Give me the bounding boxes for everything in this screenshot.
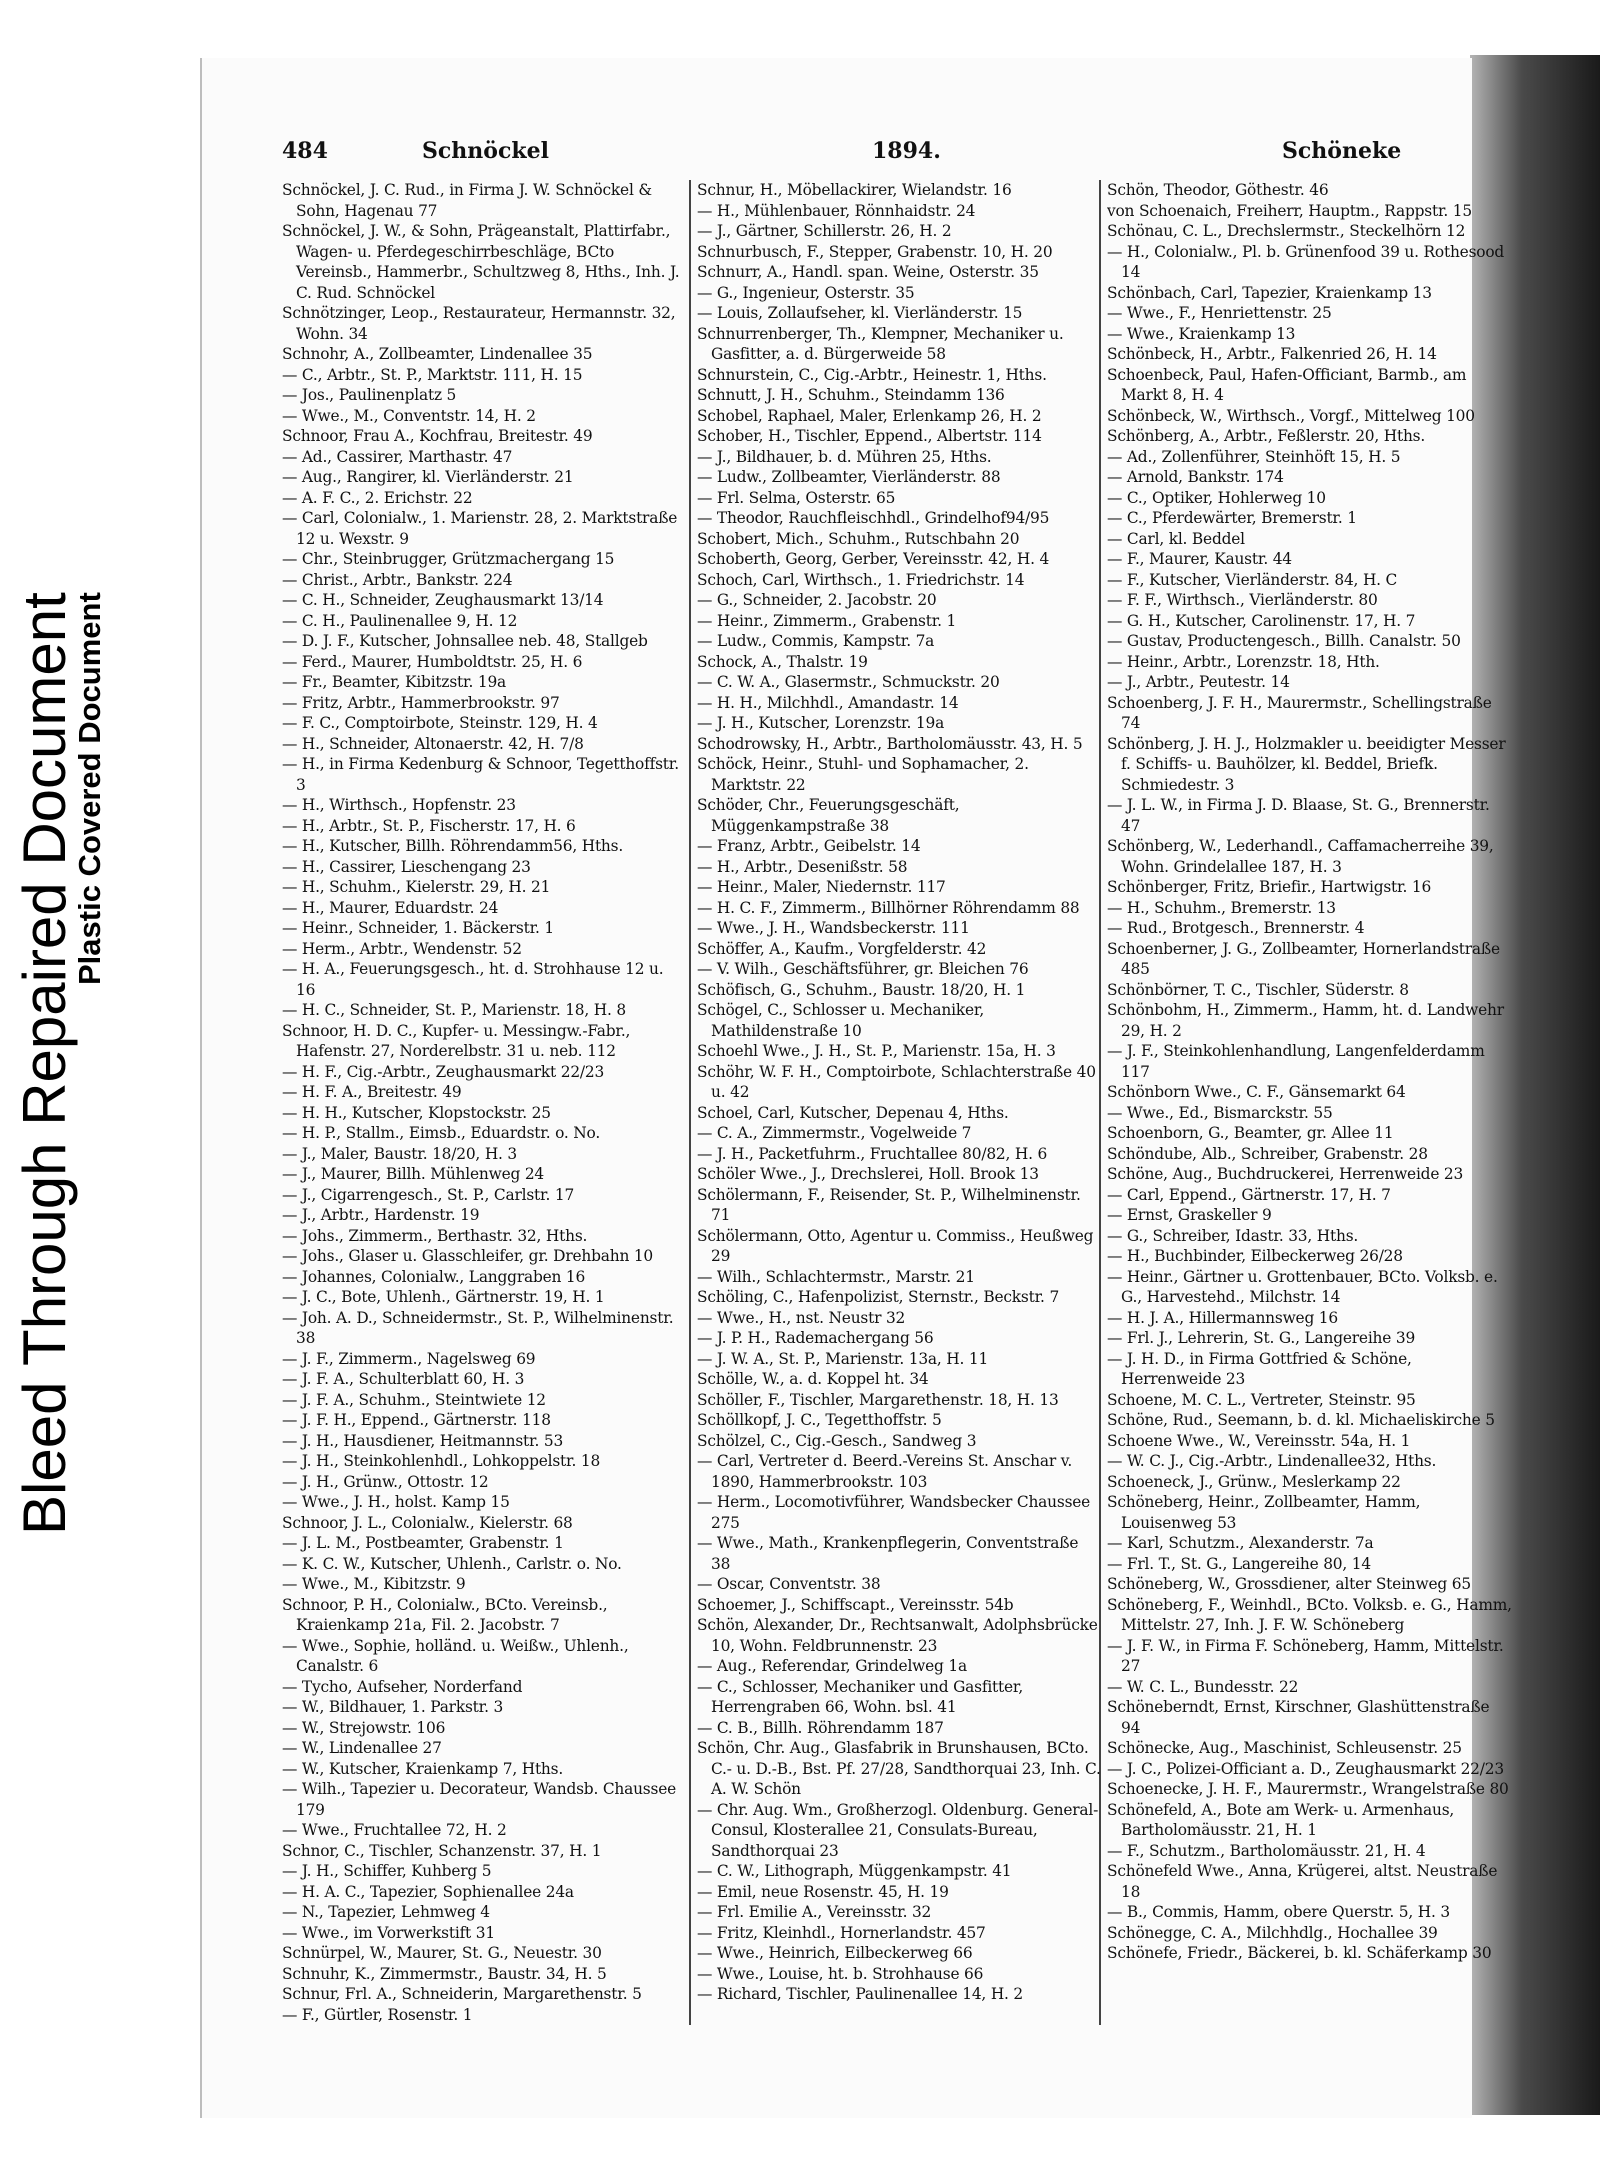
directory-entry: Schoenberner, J. G., Zollbeamter, Hornerlandstraße 485 [1107,939,1500,978]
directory-entry: — H. A. C., Tapezier, Sophienallee 24a [282,1882,574,1901]
directory-entry: — Ad., Zollenführer, Steinhöft 15, H. 5 [1107,447,1401,466]
directory-entry: Schöneberndt, Ernst, Kirschner, Glashüttenstraße 94 [1107,1698,1490,1737]
directory-entry: Schöne, Rud., Seemann, b. d. kl. Michaeliskirche 5 [1107,1411,1495,1429]
directory-entry: — H. F. A., Breitestr. 49 [282,1083,462,1101]
directory-entry: — C., Arbtr., St. P., Marktstr. 111, H. 15 [282,365,583,384]
directory-entry: — H., Kutscher, Billh. Röhrendamm56, Hths. [282,837,624,855]
directory-entry: — W. C. L., Bundesstr. 22 [1107,1677,1299,1696]
directory-entry: — Johs., Zimmerm., Berthastr. 32, Hths. [282,1226,588,1245]
column-left [282,180,687,2060]
scan-margin-labels [0,0,110,2177]
directory-entry: — G., Schneider, 2. Jacobstr. 20 [697,591,937,609]
directory-entry: Schoeneck, J., Grünw., Meslerkamp 22 [1107,1472,1401,1491]
directory-entry: — C. H., Schneider, Zeughausmarkt 13/14 [282,591,604,609]
directory-entry: Schoenbeck, Paul, Hafen-Officiant, Barmb., am Markt 8, H. 4 [1107,365,1467,404]
directory-entry: — J. W. A., St. P., Marienstr. 13a, H. 11 [697,1349,989,1368]
directory-entry: Schöfisch, G., Schuhm., Baustr. 18/20, H. 1 [697,980,1026,999]
directory-entry: — Herm., Arbtr., Wendenstr. 52 [282,939,522,958]
directory-entry: Schnur, H., Möbellackirer, Wielandstr. 16 [697,181,1012,199]
directory-entry: Schönbörner, T. C., Tischler, Süderstr. 8 [1107,980,1409,999]
directory-entry: Schoene Wwe., W., Vereinsstr. 54a, H. 1 [1107,1431,1411,1450]
directory-entry: — C., Optiker, Hohlerweg 10 [1107,488,1326,507]
directory-entry: — Fr., Beamter, Kibitzstr. 19a [282,673,507,691]
directory-entry: Schönberg, J. H. J., Holzmakler u. beeidigter Messer f. Schiffs- u. Bauhölzer, kl. Beddel, Briefk. Schmiedestr. 3 [1107,734,1506,794]
directory-entry: Schönbeck, H., Arbtr., Falkenried 26, H. 14 [1107,345,1437,363]
directory-entry: Schöder, Chr., Feuerungsgeschäft, Müggenkampstraße 38 [697,796,960,835]
directory-entry: — Louis, Zollaufseher, kl. Vierländerstr. 15 [697,304,1023,322]
directory-entry: Schnurrenberger, Th., Klempner, Mechaniker u. Gasfitter, a. d. Bürgerweide 58 [697,324,1064,363]
directory-entry: Schöling, C., Hafenpolizist, Sternstr., Beckstr. 7 [697,1288,1060,1306]
year-heading: 1894. [872,138,941,164]
directory-entry: — Wwe., J. H., holst. Kamp 15 [282,1493,510,1511]
directory-entry: — Chr. Aug. Wm., Großherzogl. Oldenburg. General-Consul, Klosterallee 21, Consulats-Bureau, Sandthorquai 23 [697,1800,1099,1860]
directory-entry: Schobel, Raphael, Maler, Erlenkamp 26, H. 2 [697,406,1042,425]
directory-entry: Schobert, Mich., Schuhm., Rutschbahn 20 [697,529,1020,548]
directory-entry: — Frl. Selma, Osterstr. 65 [697,488,896,507]
directory-entry: — Wwe., Math., Krankenpflegerin, Conventstraße 38 [697,1534,1079,1573]
directory-entry: Schoene, M. C. L., Vertreter, Steinstr. 95 [1107,1390,1416,1409]
directory-entry: Schnohr, A., Zollbeamter, Lindenallee 35 [282,345,593,363]
directory-entry: Schögel, C., Schlosser u. Mechaniker, Mathildenstraße 10 [697,1001,985,1040]
directory-entry: — J., Arbtr., Peutestr. 14 [1107,673,1290,691]
directory-entry: — Carl, Eppend., Gärtnerstr. 17, H. 7 [1107,1185,1391,1204]
directory-entry: — Ferd., Maurer, Humboldtstr. 25, H. 6 [282,652,583,671]
directory-entry: — J., Gärtner, Schillerstr. 26, H. 2 [697,222,952,240]
directory-entry: — H., Arbtr., Desenißstr. 58 [697,857,908,876]
directory-entry: — J. H., Hausdiener, Heitmannstr. 53 [282,1431,564,1450]
directory-entry: Schöhr, W. F. H., Comptoirbote, Schlachterstraße 40 u. 42 [697,1062,1096,1101]
directory-entry: — Carl, kl. Beddel [1107,529,1245,548]
directory-entry: — H. A., Feuerungsgesch., ht. d. Strohhause 12 u. 16 [282,960,664,999]
directory-entry: — Oscar, Conventstr. 38 [697,1575,881,1593]
directory-entry: Schöllkopf, J. C., Tegetthoffstr. 5 [697,1411,942,1429]
directory-entry: — Heinr., Arbtr., Lorenzstr. 18, Hth. [1107,652,1380,671]
directory-entry: Schöneberg, Heinr., Zollbeamter, Hamm, Louisenweg 53 [1107,1493,1421,1532]
directory-entry: Schöffer, A., Kaufm., Vorgfelderstr. 42 [697,939,987,958]
directory-entry: Schönbohm, H., Zimmerm., Hamm, ht. d. Landwehr 29, H. 2 [1107,1001,1504,1040]
directory-entry: — Wwe., H., nst. Neustr 32 [697,1308,906,1327]
directory-entry: — G., Schreiber, Idastr. 33, Hths. [1107,1226,1359,1245]
directory-entry: — Wwe., Fruchtallee 72, H. 2 [282,1821,507,1839]
directory-entry: von Schoenaich, Freiherr, Hauptm., Rappstr. 15 [1107,201,1472,220]
directory-entry: — Ad., Cassirer, Marthastr. 47 [282,447,513,466]
directory-entry: Schnurbusch, F., Stepper, Grabenstr. 10, H. 20 [697,242,1053,261]
directory-entry: Schnötzinger, Leop., Restaurateur, Hermannstr. 32, Wohn. 34 [282,304,676,343]
directory-entry: — Johs., Glaser u. Glasschleifer, gr. Drehbahn 10 [282,1247,654,1265]
directory-entry: — J. L. W., in Firma J. D. Blaase, St. G., Brennerstr. 47 [1107,796,1490,835]
directory-entry: — J. F. H., Eppend., Gärtnerstr. 118 [282,1411,551,1429]
directory-entry: Schön, Alexander, Dr., Rechtsanwalt, Adolphsbrücke 10, Wohn. Feldbrunnenstr. 23 [697,1616,1098,1655]
directory-entry: — J., Bildhauer, b. d. Mühren 25, Hths. [697,447,992,466]
directory-entry: Schnuhr, K., Zimmermstr., Baustr. 34, H. 5 [282,1964,607,1983]
directory-entry: — J. L. M., Postbeamter, Grabenstr. 1 [282,1534,564,1552]
directory-entry: Schönborn Wwe., C. F., Gänsemarkt 64 [1107,1083,1406,1101]
directory-entry: — Johannes, Colonialw., Langgraben 16 [282,1267,586,1286]
directory-entry: — H. J. A., Hillermannsweg 16 [1107,1308,1338,1327]
directory-entry: Schnöckel, J. W., & Sohn, Prägeanstalt, Plattirfabr., Wagen- u. Pferdegeschirrbeschläge, BCto Vereinsb., Hammerbr., Schultzweg 8, Hths., Inh. J. C. Rud. Schnöckel [282,222,680,302]
directory-entry: Schoch, Carl, Wirthsch., 1. Friedrichstr. 14 [697,570,1025,589]
directory-entry: Schönberger, Fritz, Briefir., Hartwigstr. 16 [1107,878,1432,896]
plastic-covered-label: Plastic Covered Document [72,592,107,985]
directory-entry: Schnoor, P. H., Colonialw., BCto. Vereinsb., Kraienkamp 21a, Fil. 2. Jacobstr. 7 [282,1595,608,1634]
directory-entry: — F., Kutscher, Vierländerstr. 84, H. C [1107,570,1398,589]
directory-entry: — C. B., Billh. Röhrendamm 187 [697,1718,944,1737]
directory-entry: — Karl, Schutzm., Alexanderstr. 7a [1107,1534,1374,1552]
directory-entry: Schodrowsky, H., Arbtr., Bartholomäusstr. 43, H. 5 [697,734,1083,753]
directory-entry: — H. H., Kutscher, Klopstockstr. 25 [282,1103,551,1122]
directory-entry: — Carl, Colonialw., 1. Marienstr. 28, 2. Marktstraße 12 u. Wexstr. 9 [282,509,678,548]
directory-entry: — Carl, Vertreter d. Beerd.-Vereins St. Anschar v. 1890, Hammerbrookstr. 103 [697,1452,1073,1491]
directory-entry: Schöck, Heinr., Stuhl- und Sophamacher, 2. Marktstr. 22 [697,755,1029,794]
page-number: 484 [282,138,328,164]
directory-entry: — Tycho, Aufseher, Norderfand [282,1677,523,1696]
directory-entry: — W., Strejowstr. 106 [282,1718,446,1737]
directory-entry: — H., Arbtr., St. P., Fischerstr. 17, H. 6 [282,816,576,835]
directory-entry: — W., Kutscher, Kraienkamp 7, Hths. [282,1759,564,1778]
directory-entry: — Heinr., Gärtner u. Grottenbauer, BCto. Volksb. e. G., Harvestehd., Milchstr. 14 [1107,1267,1498,1306]
column-divider [689,180,691,2025]
directory-entry: Schönecke, Aug., Maschinist, Schleusenstr. 25 [1107,1739,1462,1757]
directory-entry: — H. C., Schneider, St. P., Marienstr. 18, H. 8 [282,1001,626,1019]
directory-entry: — Ernst, Graskeller 9 [1107,1206,1272,1224]
directory-entry: — H., in Firma Kedenburg & Schnoor, Tegetthoffstr. 3 [282,755,679,794]
directory-entry: — Heinr., Maler, Niedernstr. 117 [697,878,946,896]
directory-entry: Schnurr, A., Handl. span. Weine, Osterstr. 35 [697,263,1039,281]
directory-entry: — Wilh., Tapezier u. Decorateur, Wandsb. Chaussee 179 [282,1780,677,1819]
directory-entry: — Wwe., Louise, ht. b. Strohhause 66 [697,1964,984,1983]
directory-entry: — H., Schuhm., Bremerstr. 13 [1107,898,1336,917]
directory-entry: Schöneberg, F., Weinhdl., BCto. Volksb. e. G., Hamm, Mittelstr. 27, Inh. J. F. W. Schöneberg [1107,1595,1512,1634]
column-middle [697,180,1102,2060]
directory-entry: Schönberg, W., Lederhandl., Caffamacherreihe 39, Wohn. Grindelallee 187, H. 3 [1107,837,1494,876]
directory-entry: — Wwe., Kraienkamp 13 [1107,324,1296,343]
directory-entry: Schöne, Aug., Buchdruckerei, Herrenweide 23 [1107,1165,1464,1183]
directory-entry: — J., Maler, Baustr. 18/20, H. 3 [282,1144,518,1163]
directory-entry: Schnor, C., Tischler, Schanzenstr. 37, H. 1 [282,1841,602,1860]
directory-entry: — C. W., Lithograph, Müggenkampstr. 41 [697,1862,1012,1880]
directory-entry: — Ludw., Zollbeamter, Vierländerstr. 88 [697,468,1001,486]
right-running-head: Schöneke [1282,138,1402,164]
directory-entry: Schönefe, Friedr., Bäckerei, b. kl. Schäferkamp 30 [1107,1944,1492,1962]
directory-entry: — H., Schuhm., Kielerstr. 29, H. 21 [282,878,551,896]
directory-entry: — Christ., Arbtr., Bankstr. 224 [282,570,513,589]
directory-entry: Schoberth, Georg, Gerber, Vereinsstr. 42, H. 4 [697,550,1050,568]
directory-entry: Schölermann, Otto, Agentur u. Commiss., Heußweg 29 [697,1226,1094,1265]
directory-entry: — J. H., Schiffer, Kuhberg 5 [282,1862,492,1880]
directory-entry: Schöler Wwe., J., Drechslerei, Holl. Brook 13 [697,1165,1039,1183]
directory-entry: — F., Maurer, Kaustr. 44 [1107,550,1292,568]
directory-entry: Schober, H., Tischler, Eppend., Albertstr. 114 [697,427,1042,445]
directory-entry: — Aug., Referendar, Grindelweg 1a [697,1657,967,1675]
directory-entry: — Richard, Tischler, Paulinenallee 14, H. 2 [697,1985,1024,2003]
column-right [1107,180,1512,2060]
directory-entry: — J. H., Steinkohlenhdl., Lohkoppelstr. 18 [282,1452,601,1470]
directory-entry: Schönberg, A., Arbtr., Feßlerstr. 20, Hths. [1107,427,1426,445]
directory-entry: — W. C. J., Cig.-Arbtr., Lindenallee32, Hths. [1107,1452,1437,1470]
directory-entry: Schnoor, J. L., Colonialw., Kielerstr. 68 [282,1513,573,1532]
directory-entry: — Wwe., M., Conventstr. 14, H. 2 [282,406,536,425]
directory-entry: — J. F. A., Schulterblatt 60, H. 3 [282,1370,525,1388]
directory-entry: — J. P. H., Rademachergang 56 [697,1329,934,1347]
directory-entry: — J. H. D., in Firma Gottfried & Schöne, Herrenweide 23 [1107,1349,1412,1388]
directory-entry: — Wilh., Schlachtermstr., Marstr. 21 [697,1267,975,1286]
directory-entry: — Emil, neue Rosenstr. 45, H. 19 [697,1882,949,1901]
bleed-through-repaired-label: Bleed Through Repaired Document [11,592,78,1535]
directory-entry: — J. H., Grünw., Ottostr. 12 [282,1472,489,1491]
directory-entry: — Rud., Brotgesch., Brennerstr. 4 [1107,919,1365,937]
directory-entry: Schölermann, F., Reisender, St. P., Wilhelminenstr. 71 [697,1185,1081,1224]
directory-entry: — F. C., Comptoirbote, Steinstr. 129, H. 4 [282,714,598,732]
directory-entry: — Wwe., F., Henriettenstr. 25 [1107,304,1332,322]
directory-entry: — Wwe., Heinrich, Eilbeckerweg 66 [697,1944,973,1962]
directory-entry: — Heinr., Schneider, 1. Bäckerstr. 1 [282,919,555,937]
directory-entry: Schönbeck, W., Wirthsch., Vorgf., Mittelweg 100 [1107,406,1475,425]
directory-entry: — W., Lindenallee 27 [282,1739,442,1757]
directory-entry: Schönau, C. L., Drechslermstr., Steckelhörn 12 [1107,222,1466,240]
directory-entry: — B., Commis, Hamm, obere Querstr. 5, H. 3 [1107,1903,1450,1921]
directory-entry: Schnoor, H. D. C., Kupfer- u. Messingw.-Fabr., Hafenstr. 27, Norderelbstr. 31 u. neb. 112 [282,1021,631,1060]
directory-entry: — J. F., Zimmerm., Nagelsweg 69 [282,1349,536,1368]
directory-entry: — Wwe., J. H., Wandsbeckerstr. 111 [697,919,970,937]
directory-entry: — W., Bildhauer, 1. Parkstr. 3 [282,1698,504,1716]
directory-entry: — H. F., Cig.-Arbtr., Zeughausmarkt 22/23 [282,1062,605,1081]
directory-page [200,58,1512,2118]
directory-entry: — J. C., Polizei-Officiant a. D., Zeughausmarkt 22/23 [1107,1759,1504,1778]
directory-entry: Schönbach, Carl, Tapezier, Kraienkamp 13 [1107,283,1432,302]
directory-entry: — J. F. W., in Firma F. Schöneberg, Hamm, Mittelstr. 27 [1107,1636,1504,1675]
directory-entry: — C. H., Paulinenallee 9, H. 12 [282,611,518,630]
directory-entry: Schöndube, Alb., Schreiber, Grabenstr. 28 [1107,1144,1428,1163]
directory-entry: — H., Wirthsch., Hopfenstr. 23 [282,796,516,814]
directory-entry: Schoenecke, J. H. F., Maurermstr., Wrangelstraße 80 [1107,1780,1509,1798]
directory-entry: — C. A., Zimmermstr., Vogelweide 7 [697,1124,972,1142]
running-header [282,138,1442,178]
directory-entry: — Ludw., Commis, Kampstr. 7a [697,632,935,650]
directory-entry: — J. H., Packetfuhrm., Fruchtallee 80/82, H. 6 [697,1144,1048,1163]
directory-entry: Schöneberg, W., Grossdiener, alter Steinweg 65 [1107,1575,1471,1593]
directory-entry: — F. F., Wirthsch., Vierländerstr. 80 [1107,591,1378,609]
directory-entry: — Frl. J., Lehrerin, St. G., Langereihe 39 [1107,1329,1416,1347]
directory-entry: — J., Maurer, Billh. Mühlenweg 24 [282,1165,545,1183]
directory-entry: — H. P., Stallm., Eimsb., Eduardstr. o. No. [282,1124,601,1142]
directory-entry: Schönegge, C. A., Milchhdlg., Hochallee 39 [1107,1923,1438,1942]
directory-entry: — H., Colonialw., Pl. b. Grünenfood 39 u. Rothesood 14 [1107,242,1505,281]
directory-entry: — Arnold, Bankstr. 174 [1107,468,1284,486]
directory-entry: Schölzel, C., Cig.-Gesch., Sandweg 3 [697,1431,977,1450]
directory-entry: — Heinr., Zimmerm., Grabenstr. 1 [697,611,957,630]
directory-entry: — Fritz, Arbtr., Hammerbrookstr. 97 [282,693,560,712]
directory-entry: — Wwe., im Vorwerkstift 31 [282,1923,495,1942]
directory-entry: — C., Schlosser, Mechaniker und Gasfitter, Herrengraben 66, Wohn. bsl. 41 [697,1677,1024,1716]
directory-entry: — H., Maurer, Eduardstr. 24 [282,898,499,917]
directory-entry: — V. Wilh., Geschäftsführer, gr. Bleichen 76 [697,960,1029,978]
directory-entry: Schölle, W., a. d. Koppel ht. 34 [697,1370,929,1388]
directory-entry: Schoemer, J., Schiffscapt., Vereinsstr. 54b [697,1595,1014,1614]
directory-entry: — H., Buchbinder, Eilbeckerweg 26/28 [1107,1247,1403,1265]
directory-entry: Schnurstein, C., Cig.-Arbtr., Heinestr. 1, Hths. [697,365,1047,384]
directory-entry: Schoehl Wwe., J. H., St. P., Marienstr. 15a, H. 3 [697,1042,1056,1060]
directory-entry: — F., Gürtler, Rosenstr. 1 [282,2005,473,2024]
directory-entry: — Aug., Rangirer, kl. Vierländerstr. 21 [282,468,574,486]
directory-entry: — J., Cigarrengesch., St. P., Carlstr. 17 [282,1185,575,1204]
directory-entry: — Chr., Steinbrugger, Grützmachergang 15 [282,550,615,568]
directory-entry: Schoenborn, G., Beamter, gr. Allee 11 [1107,1124,1394,1142]
directory-entry: — C. W. A., Glasermstr., Schmuckstr. 20 [697,673,1000,691]
directory-entry: — G. H., Kutscher, Carolinenstr. 17, H. 7 [1107,611,1416,630]
directory-entry: — J., Arbtr., Hardenstr. 19 [282,1206,480,1224]
directory-entry: Schön, Chr. Aug., Glasfabrik in Brunshausen, BCto. C.- u. D.-B., Bst. Pf. 27/28, Sandthorquai 23, Inh. C. A. W. Schön [697,1739,1101,1798]
directory-entry: Schnur, Frl. A., Schneiderin, Margarethenstr. 5 [282,1985,642,2003]
directory-entry: Schön, Theodor, Göthestr. 46 [1107,181,1329,199]
directory-entry: Schoel, Carl, Kutscher, Depenau 4, Hths. [697,1103,1009,1122]
directory-entry: — H., Mühlenbauer, Rönnhaidstr. 24 [697,201,976,220]
directory-entry: — A. F. C., 2. Erichstr. 22 [282,488,473,507]
directory-entry: — Theodor, Rauchfleischhdl., Grindelhof94/95 [697,509,1050,527]
directory-entry: — K. C. W., Kutscher, Uhlenh., Carlstr. o. No. [282,1554,622,1573]
directory-entry: — Fritz, Kleinhdl., Hornerlandstr. 457 [697,1923,986,1942]
directory-entry: — Herm., Locomotivführer, Wandsbecker Chaussee 275 [697,1493,1091,1532]
directory-entry: — C., Pferdewärter, Bremerstr. 1 [1107,509,1357,527]
directory-entry: Schnöckel, J. C. Rud., in Firma J. W. Schnöckel & Sohn, Hagenau 77 [282,181,652,220]
directory-entry: — Frl. Emilie A., Vereinsstr. 32 [697,1903,932,1921]
directory-entry: Schnürpel, W., Maurer, St. G., Neuestr. 30 [282,1944,602,1962]
directory-entry: Schöller, F., Tischler, Margarethenstr. 18, H. 13 [697,1390,1059,1409]
directory-entry: — H. C. F., Zimmerm., Billhörner Röhrendamm 88 [697,898,1080,917]
directory-entry: — H., Cassirer, Lieschengang 23 [282,857,531,876]
directory-entry: — Franz, Arbtr., Geibelstr. 14 [697,837,921,855]
directory-entry: Schnoor, Frau A., Kochfrau, Breitestr. 49 [282,427,593,445]
directory-entry: — H. H., Milchhdl., Amandastr. 14 [697,693,959,712]
directory-entry: — G., Ingenieur, Osterstr. 35 [697,283,915,302]
directory-entry: — Frl. T., St. G., Langereihe 80, 14 [1107,1554,1371,1573]
directory-entry: — J. F., Steinkohlenhandlung, Langenfelderdamm 117 [1107,1042,1485,1081]
directory-entry: — J. H., Kutscher, Lorenzstr. 19a [697,714,945,732]
directory-entry: — Wwe., Ed., Bismarckstr. 55 [1107,1103,1333,1122]
directory-entry: Schock, A., Thalstr. 19 [697,652,868,671]
directory-entry: — F., Schutzm., Bartholomäusstr. 21, H. 4 [1107,1841,1426,1860]
directory-entry: — Gustav, Productengesch., Billh. Canalstr. 50 [1107,632,1461,650]
directory-entry: — Jos., Paulinenplatz 5 [282,386,457,404]
left-running-head: Schnöckel [422,138,549,164]
directory-entry: — J. F. A., Schuhm., Steintwiete 12 [282,1390,546,1409]
directory-entry: — H., Schneider, Altonaerstr. 42, H. 7/8 [282,734,584,753]
directory-entry: — Wwe., Sophie, holländ. u. Weißw., Uhlenh., Canalstr. 6 [282,1636,629,1675]
directory-entry: Schoenberg, J. F. H., Maurermstr., Schellingstraße 74 [1107,693,1492,732]
directory-entry: Schönefeld Wwe., Anna, Krügerei, altst. Neustraße 18 [1107,1862,1498,1901]
directory-entry: — D. J. F., Kutscher, Johnsallee neb. 48, Stallgeb [282,632,648,650]
directory-entry: — Joh. A. D., Schneidermstr., St. P., Wilhelminenstr. 38 [282,1308,674,1347]
directory-entry: — N., Tapezier, Lehmweg 4 [282,1903,490,1921]
directory-entry: — Wwe., M., Kibitzstr. 9 [282,1575,466,1593]
directory-entry: — J. C., Bote, Uhlenh., Gärtnerstr. 19, H. 1 [282,1288,605,1306]
directory-entry: Schönefeld, A., Bote am Werk- u. Armenhaus, Bartholomäusstr. 21, H. 1 [1107,1800,1455,1839]
directory-entry: Schnutt, J. H., Schuhm., Steindamm 136 [697,386,1005,404]
